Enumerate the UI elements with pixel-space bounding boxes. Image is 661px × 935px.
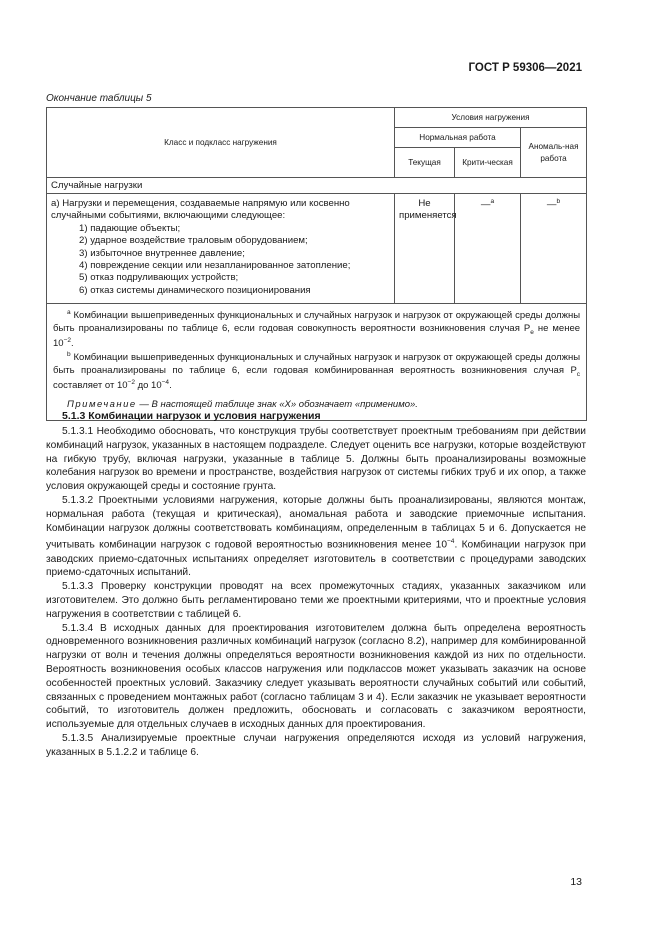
critical-dash: — bbox=[480, 199, 491, 211]
abnormal-value-cell bbox=[521, 194, 587, 304]
abnormal-dash: — bbox=[546, 199, 557, 211]
header-load-conditions: Условия нагружения bbox=[395, 108, 587, 128]
note-label: Примечание bbox=[67, 399, 137, 411]
document-code: ГОСТ Р 59306—2021 bbox=[468, 62, 582, 74]
table-caption: Окончание таблицы 5 bbox=[46, 93, 152, 104]
paragraph-5-1-3-1: 5.1.3.1 Необходимо обосновать, что конструкция трубы соответствует проектным требованиям при действии комбинаций нагрузок, указанных в настоящем подразделе. Следует оценить все нагрузки, которые воздействуют на гибкую трубу, включая нагрузки, указанные в таблице 5. Должны быть проанализированы возможные колебания нагрузок во времени и пространстве, воздействия нагрузок от системы гибких труб и их опор, а также условия окружающей среды и состояние грунта. bbox=[46, 426, 586, 493]
paragraph-5-1-3-2: 5.1.3.2 Проектными условиями нагружения, которые должны быть проанализированы, являются монтаж, нормальная работа (текущая и критическая), аномальная работа и заводские приемочные испытания. Комбинации нагрузок должны соответствовать комбинациям, определенным в таблицах 5 и 6. Допускается не учитывать комбинации нагрузок с годовой вероятностью возникновения менее $10^{-4}$. Комбинации нагрузок при заводских приемо-сдаточных испытаниях определяет изготовитель в соответствии с процедурами заводских приемо-сдаточных испытаний. bbox=[46, 494, 586, 579]
critical-value-cell bbox=[455, 194, 521, 304]
load-item: 5) отказ подруливающих устройств; bbox=[79, 272, 239, 284]
loads-table bbox=[46, 107, 587, 421]
table-notes bbox=[47, 304, 587, 421]
body-text bbox=[46, 425, 586, 760]
header-critical: Крити-ческая bbox=[455, 148, 521, 178]
load-description-intro: а) Нагрузки и перемещения, создаваемые напрямую или косвенно случайными событиями, включающими следующее: bbox=[51, 198, 350, 222]
header-load-class: Класс и подкласс нагружения bbox=[47, 108, 395, 178]
load-item: 2) ударное воздействие траловым оборудованием; bbox=[79, 235, 308, 247]
note-text: — В настоящей таблице знак «Х» обозначает «применимо». bbox=[136, 399, 418, 411]
section-title: 5.1.3 Комбинации нагрузок и условия нагружения bbox=[62, 410, 321, 422]
paragraph-5-1-3-3: 5.1.3.3 Проверку конструкции проводят на всех промежуточных стадиях, указанных заказчиком или изготовителем. Это должно быть регламентировано теми же проектными критериями, что и проектные условия нагружения в соответствии с таблицей 6. bbox=[46, 581, 586, 620]
footnote-ref-b: b bbox=[556, 198, 561, 205]
header-abnormal-operation: Аномаль-ная работа bbox=[521, 128, 587, 178]
table-section-title: Случайные нагрузки bbox=[47, 178, 587, 194]
footnote-ref-a: a bbox=[490, 198, 495, 205]
load-item: 6) отказ системы динамического позиционирования bbox=[79, 284, 311, 296]
header-normal-operation: Нормальная работа bbox=[395, 128, 521, 148]
footnote-b: $^b$ Комбинации вышеприведенных функциональных и случайных нагрузок и нагрузок от окружающей среды должны быть проанализированы по таблице 6, если годовая комбинированная вероятность возникновения случая $P_c$ составляет от $10^{-2}$ до $10^{-4}$. bbox=[53, 351, 581, 392]
header-current: Текущая bbox=[395, 148, 455, 178]
footnote-a-mark: a bbox=[67, 309, 71, 316]
page-number: 13 bbox=[570, 876, 582, 888]
load-item: 1) падающие объекты; bbox=[79, 222, 181, 234]
paragraph-5-1-3-5: 5.1.3.5 Анализируемые проектные случаи нагружения определяются исходя из условий нагружения, указанных в 5.1.2.2 и таблице 6. bbox=[46, 732, 586, 758]
current-value-cell: Не применяется bbox=[395, 194, 455, 304]
paragraph-5-1-3-4: 5.1.3.4 В исходных данных для проектирования изготовителем должна быть определена вероятность одновременного возникновения различных комбинаций нагрузок (согласно 8.2), например для комбинированной нагрузки от волн и течения должны определяться вероятности возникновения каждой из них по отдельности. Вероятность возникновения особых классов нагружения или подклассов может указывать заказчик на основе особенностей проектных условий. Заказчику следует указывать вероятности случайных событий или событий, связанных с проведением монтажных работ (согласно таблицам 3 и 4). Если заказчик не указывает вероятности событий, то изготовитель должен предложить, обосновать и согласовать с заказчиком вероятности, используемые для отдельных случаев в исходных данных для проектирования. bbox=[46, 622, 586, 731]
footnote-a: $^a$ Комбинации вышеприведенных функциональных и случайных нагрузок и нагрузок от окружающей среды должны быть проанализированы по таблице 6, если годовая совокупность вероятности возникновения случая $P_e$ не менее $10^{-2}$. bbox=[53, 309, 581, 350]
load-description-cell bbox=[47, 194, 395, 304]
load-item: 4) повреждение секции или незапланированное затопление; bbox=[79, 259, 351, 271]
load-item: 3) избыточное внутреннее давление; bbox=[79, 247, 245, 259]
footnote-b-mark: b bbox=[67, 351, 71, 359]
